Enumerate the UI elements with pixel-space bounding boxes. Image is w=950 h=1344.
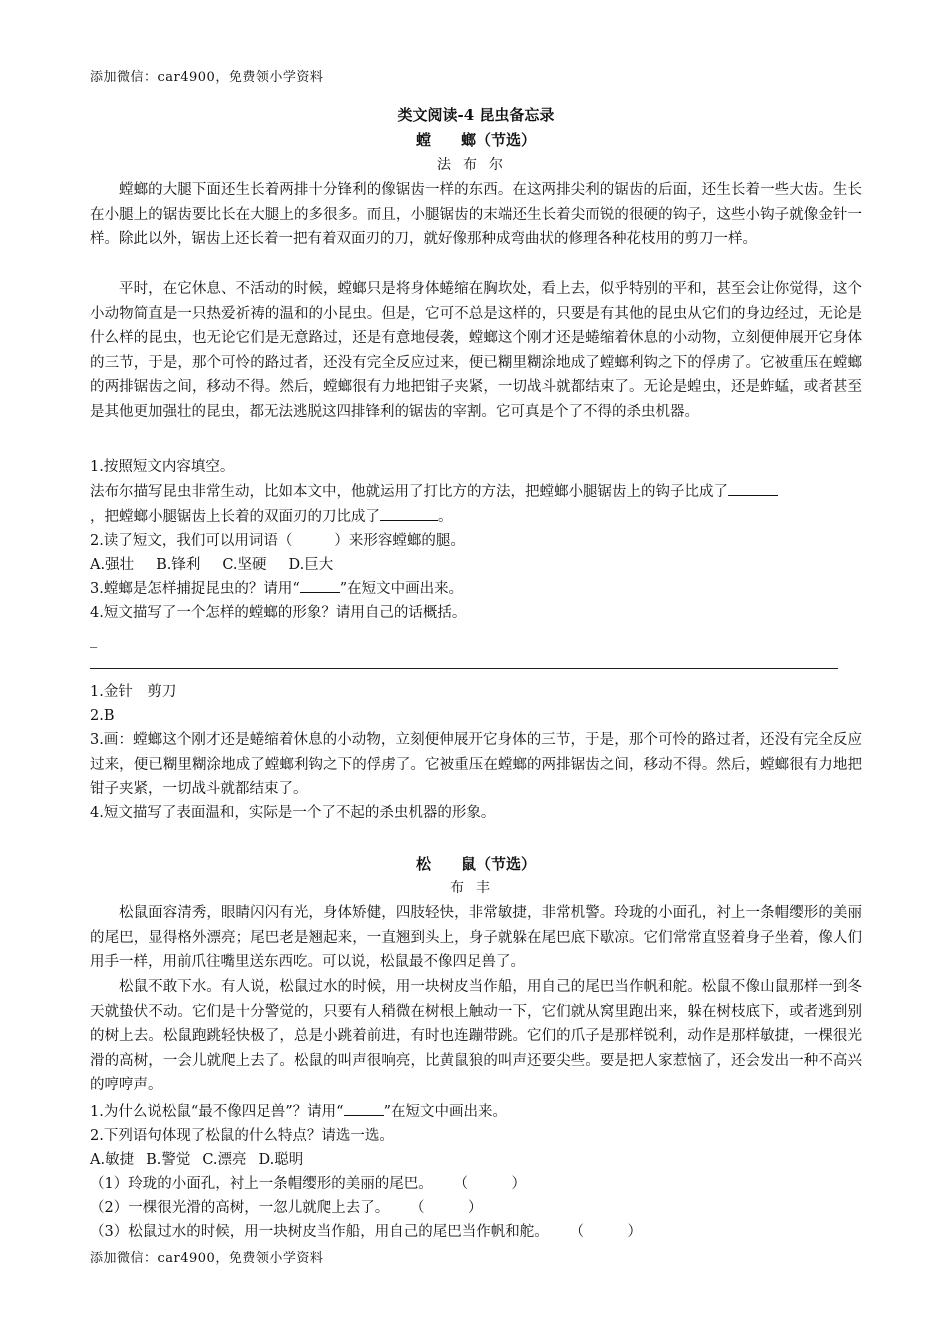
sq2-option: C.漂亮 — [202, 1152, 247, 1168]
q1-text-b: ，把螳螂小腿锯齿上长着的双面刃的刀比成了 — [90, 508, 380, 525]
sq1-text-a: 1.为什么说松鼠“最不像四足兽”？请用“ — [90, 1104, 344, 1120]
sq2-option: D.聪明 — [258, 1152, 304, 1168]
sq1-text-b: ”在短文中画出来。 — [383, 1104, 507, 1120]
sq2-option: A.敏捷 — [90, 1152, 135, 1168]
mantis-question-1: 1.按照短文内容填空。 — [90, 459, 235, 475]
mantis-question-1-text — [90, 480, 862, 529]
squirrel-q2-options — [90, 1148, 862, 1172]
item-text: （3）松鼠过水的时候，用一块树皮当作船，用自己的尾巴当作帆和舵。 — [90, 1224, 549, 1240]
mantis-author: 法布尔 — [437, 157, 515, 173]
answer-2: 2.B — [90, 708, 115, 724]
mantis-title: 螳 螂（节选） — [415, 131, 536, 149]
q2-text-a: 2.读了短文，我们可以用词语（ — [90, 533, 293, 549]
squirrel-title: 松 鼠（节选） — [415, 855, 536, 873]
sq2-option: B.警觉 — [146, 1152, 191, 1168]
item-answer-paren[interactable]: （ ） — [417, 1200, 483, 1216]
squirrel-item-2 — [90, 1196, 862, 1220]
sq1-underline-sample — [344, 1101, 384, 1117]
q3-underline-sample — [300, 578, 340, 594]
item-text: （2）一棵很光滑的高树，一忽儿就爬上去了。 — [90, 1200, 390, 1216]
page-header: 添加微信：car4900，免费领小学资料 — [90, 70, 324, 85]
squirrel-author: 布丰 — [450, 880, 502, 896]
squirrel-item-3 — [90, 1220, 862, 1244]
answer-3: 3.画：螳螂这个刚才还是蜷缩着休息的小动物，立刻便伸展开它身体的三节，于是，那个可怜的路过者，还没有完全反应过来，便已糊里糊涂地成了螳螂利钩之下的俘虏了。它被重压在螳螂的两排锯齿之间，移动不得。然后，螳螂很有力地把钳子夹紧，一切战斗就都结束了。 — [90, 732, 862, 797]
answer-4: 4.短文描写了表面温和，实际是一个了不起的杀虫机器的形象。 — [90, 805, 496, 821]
mantis-paragraph-2: 平时，在它休息、不活动的时候，螳螂只是将身体蜷缩在胸坎处，看上去，似乎特别的平和，甚至会让你觉得，这个小动物简直是一只热爱祈祷的温和的小昆虫。但是，它可不总是这样的，只要是有其他的昆虫从它们的身边经过，无论是什么样的昆虫，也无论它们是无意路过，还是有意地侵袭，螳螂这个刚才还是蜷缩着休息的小动物，立刻便伸展开它身体的三节，于是，那个可怜的路过者，还没有完全反应过来，便已糊里糊涂地成了螳螂利钩之下的俘虏了。它被重压在螳螂的两排锯齿之间，移动不得。然后，螳螂很有力地把钳子夹紧，一切战斗就都结束了。无论是蝗虫，还是蚱蜢，或者甚至是其他更加强壮的昆虫，都无法逃脱这四排锋利的锯齿的宰割。它可真是个了不得的杀虫机器。 — [90, 281, 862, 420]
q1-blank-2[interactable] — [380, 505, 438, 521]
q4-answer-mark: _ — [90, 632, 98, 648]
q3-text-b: ”在短文中画出来。 — [339, 581, 464, 597]
mantis-paragraph-1: 螳螂的大腿下面还生长着两排十分锋利的像锯齿一样的东西。在这两排尖利的锯齿的后面，还生长着一些大齿。生长在小腿上的锯齿要比长在大腿上的多很多。而且，小腿锯齿的末端还生长着尖而锐的很硬的钩子，这些小钩子就像金针一样。除此以外，锯齿上还长着一把有着双面刃的刀，就好像那种成弯曲状的修理各种花枝用的剪刀一样。 — [90, 182, 862, 247]
answer-1: 1.金针 剪刀 — [90, 684, 177, 700]
squirrel-question-2: 2.下列语句体现了松鼠的什么特点？请选一选。 — [90, 1128, 394, 1144]
q2-option: B.锋利 — [156, 557, 201, 573]
q2-option: D.巨大 — [288, 557, 334, 573]
squirrel-paragraph-2: 松鼠不敢下水。有人说，松鼠过水的时候，用一块树皮当作船，用自己的尾巴当作帆和舵。松鼠不像山鼠那样一到冬天就蛰伏不动。它们是十分警觉的，只要有人稍微在树根上触动一下，它们就从窝里跑出来，躲在树枝底下，或者逃到别的树上去。松鼠跑跳轻快极了，总是小跳着前进，有时也连蹦带跳。它们的爪子是那样锐利，动作是那样敏捷，一棵很光滑的高树，一会儿就爬上去了。松鼠的叫声很响亮，比黄鼠狼的叫声还要尖些。要是把人家惹恼了，还会发出一种不高兴的哼哼声。 — [90, 979, 862, 1093]
mantis-question-2 — [90, 529, 862, 553]
q3-text-a: 3.螳螂是怎样捕捉昆虫的？请用“ — [90, 581, 300, 597]
section-title: 类文阅读-4 昆虫备忘录 — [397, 106, 555, 124]
mantis-question-3 — [90, 577, 862, 601]
page-footer: 添加微信：car4900，免费领小学资料 — [90, 1251, 324, 1266]
squirrel-paragraph-1: 松鼠面容清秀，眼睛闪闪有光，身体矫健，四肢轻快，非常敏捷，非常机警。玲珑的小面孔，衬上一条帽缨形的美丽的尾巴，显得格外漂亮；尾巴老是翘起来，一直翘到头上，身子就躲在尾巴底下歇凉。它们常常直竖着身子坐着，像人们用手一样，用前爪往嘴里送东西吃。可以说，松鼠最不像四足兽了。 — [90, 905, 862, 970]
mantis-q2-options — [90, 553, 862, 577]
q1-text-c: 。 — [438, 508, 453, 525]
squirrel-question-1 — [90, 1100, 862, 1124]
item-answer-paren[interactable]: （ ） — [460, 1176, 526, 1192]
q1-blank-1[interactable] — [728, 481, 778, 497]
q4-answer-line[interactable] — [90, 668, 838, 669]
q1-text-a: 法布尔描写昆虫非常生动，比如本文中，他就运用了打比方的方法，把螳螂小腿锯齿上的钩子比成了 — [90, 484, 728, 500]
q2-text-b: ）来形容螳螂的腿。 — [334, 533, 465, 549]
squirrel-item-1 — [90, 1172, 862, 1196]
q2-option: C.坚硬 — [222, 557, 267, 573]
item-answer-paren[interactable]: （ ） — [576, 1224, 642, 1240]
mantis-question-4: 4.短文描写了一个怎样的螳螂的形象？请用自己的话概括。 — [90, 605, 467, 621]
q2-option: A.强壮 — [90, 557, 135, 573]
item-text: （1）玲珑的小面孔，衬上一条帽缨形的美丽的尾巴。 — [90, 1176, 433, 1192]
